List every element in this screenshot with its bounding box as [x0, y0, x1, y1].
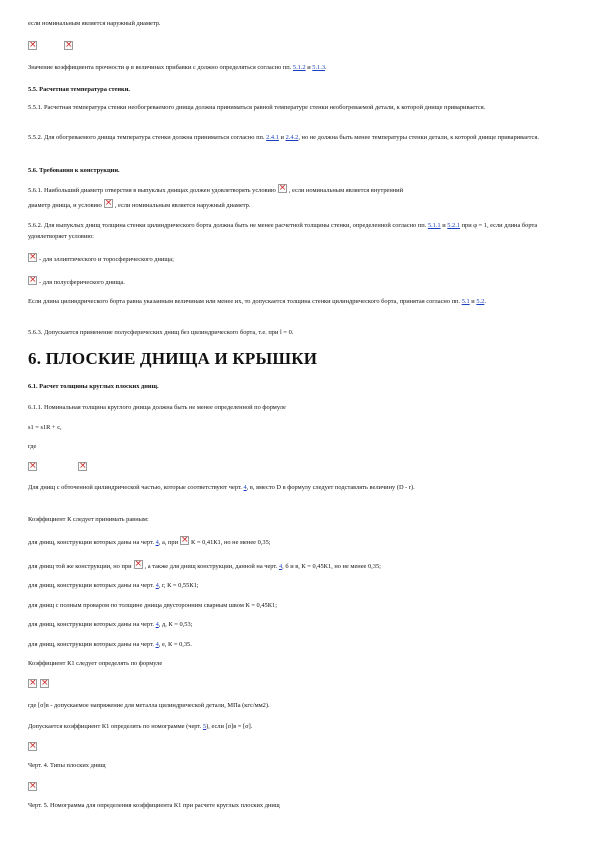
section-heading: 5.6. Требования к конструкции. [28, 167, 120, 174]
formula-text: s1 = s1R + c, [28, 424, 62, 431]
ref-link[interactable]: 5.1.2 [292, 64, 306, 71]
broken-image-icon [134, 560, 143, 569]
section-heading: 6.1. Расчет толщины круглых плоских днищ. [28, 383, 159, 390]
paragraph: для днищ с полным проваром по толщине днища двусторонним сварным швом К = 0,45К1; [28, 602, 277, 609]
ref-link[interactable]: 5.1 [461, 298, 470, 305]
paragraph: ×- для эллиптического и торосферического днища; [28, 253, 568, 265]
paragraph: диаметр днища, и условию× , если номинальным является наружный диаметр. [28, 199, 568, 211]
ref-link[interactable]: 5.1.1 [427, 222, 441, 229]
paragraph: для днищ той же конструкции, но при× , а также для днищ конструкции, данной на черт. 4, б и в, К = 0,45К1, но не менее 0,35; [28, 560, 568, 572]
paragraph: Допускается коэффициент К1 определять по номограмме (черт. 5), если [σ]в = [σ]. [28, 723, 253, 730]
ref-link[interactable]: 4 [155, 582, 159, 589]
broken-image-icon [40, 679, 49, 688]
ref-link[interactable]: 4 [155, 641, 159, 648]
section-heading: 5.5. Расчетная температура стенки. [28, 86, 130, 93]
paragraph: где [σ]в - допускаемое напряжение для металла цилиндрической детали, МПа (кгс/мм2). [28, 702, 270, 709]
broken-image-icon [28, 462, 37, 471]
text-line: где [28, 443, 37, 450]
text-line: если номинальным является наружный диаметр. [28, 20, 161, 27]
broken-image-icon [28, 782, 37, 791]
ref-link[interactable]: 5.2.1 [447, 222, 461, 229]
paragraph: 5.5.1. Расчетная температура стенки необогреваемого днища должна приниматься равной температуре стенки необогреваемой детали, к которой днище приваривается. [28, 104, 486, 111]
ref-link[interactable]: 4 [155, 539, 159, 546]
paragraph: для днищ, конструкции которых даны на черт. 4, г, К = 0,55К1; [28, 582, 199, 589]
paragraph: 5.6.1. Наибольший диаметр отверстия в выпуклых днищах должен удовлетворять условию× , если номинальным является внутренний [28, 184, 568, 196]
ref-link[interactable]: 2.4.1 [266, 134, 279, 141]
paragraph: для днищ, конструкции которых даны на черт. 4, д, К = 0,53; [28, 621, 193, 628]
ref-link[interactable]: 5 [202, 723, 207, 730]
broken-image-icon [28, 679, 37, 688]
paragraph: Коэффициент К следует принимать равным: [28, 516, 149, 523]
ref-link[interactable]: 4 [278, 563, 283, 570]
paragraph: Значение коэффициента прочности φ в величинах прибавки с должно определяться согласно пп. 5.1.2 и 5.1.3. [28, 64, 327, 71]
broken-image-icon [28, 276, 37, 285]
broken-image-icon [180, 536, 189, 545]
ref-link[interactable]: 5.1.3 [312, 64, 326, 71]
figure-caption: Черт. 5. Номограмма для определения коэффициента К1 при расчете круглых плоских днищ [28, 802, 280, 809]
page-title: 6. ПЛОСКИЕ ДНИЩА И КРЫШКИ [28, 349, 318, 368]
broken-image-icon [28, 742, 37, 751]
ref-link[interactable]: 5.2 [476, 298, 485, 305]
paragraph: 5.6.2. Для выпуклых днищ толщина стенки цилиндрического борта должна быть не менее расчетной толщины стенки, определенной согласно пп. 5.1.1 и 5.2.1 при φ = 1, если длина борта удовлетворяет условию: [28, 222, 538, 240]
paragraph: 6.1.1. Номинальная толщина круглого днища должна быть не менее определенной по формуле [28, 404, 286, 411]
paragraph: 5.6.3. Допускается применение полусферических днищ без цилиндрического борта, т.е. при l = 0. [28, 329, 294, 336]
figure-caption: Черт. 4. Типы плоских днищ [28, 762, 106, 769]
broken-image-icon [278, 184, 287, 193]
broken-image-icon [64, 41, 73, 50]
paragraph: Для днищ с обточенной цилиндрической частью, которые соответствуют черт. 4, в, вместо D в формулу следует подставлять величину (D - r). [28, 484, 415, 491]
paragraph: Если длина цилиндрического борта равна указанным величинам или менее их, то допускается толщина стенки цилиндрического борта, принятая согласно пп. 5.1 и 5.2. [28, 298, 486, 305]
ref-link[interactable]: 4 [243, 484, 247, 491]
paragraph: 5.5.2. Для обогреваемого днища температура стенки должна приниматься согласно пп. 2.4.1 и 2.4.2, но не должна быть менее температуры стенки детали, к которой днище приваривается. [28, 134, 539, 141]
ref-link[interactable]: 2.4.2 [285, 134, 299, 141]
paragraph: Коэффициент К1 следует определять по формуле [28, 660, 163, 667]
paragraph: для днищ, конструкции которых даны на черт. 4, е, К = 0,35. [28, 641, 192, 648]
broken-image-icon [104, 199, 113, 208]
paragraph: ×- для полусферического днища. [28, 276, 568, 288]
broken-image-icon [28, 41, 37, 50]
ref-link[interactable]: 4 [155, 621, 159, 628]
broken-image-icon [78, 462, 87, 471]
paragraph: для днищ, конструкции которых даны на черт. 4, а, при× К = 0,41К1, но не менее 0,35; [28, 536, 568, 548]
broken-image-icon [28, 253, 37, 262]
